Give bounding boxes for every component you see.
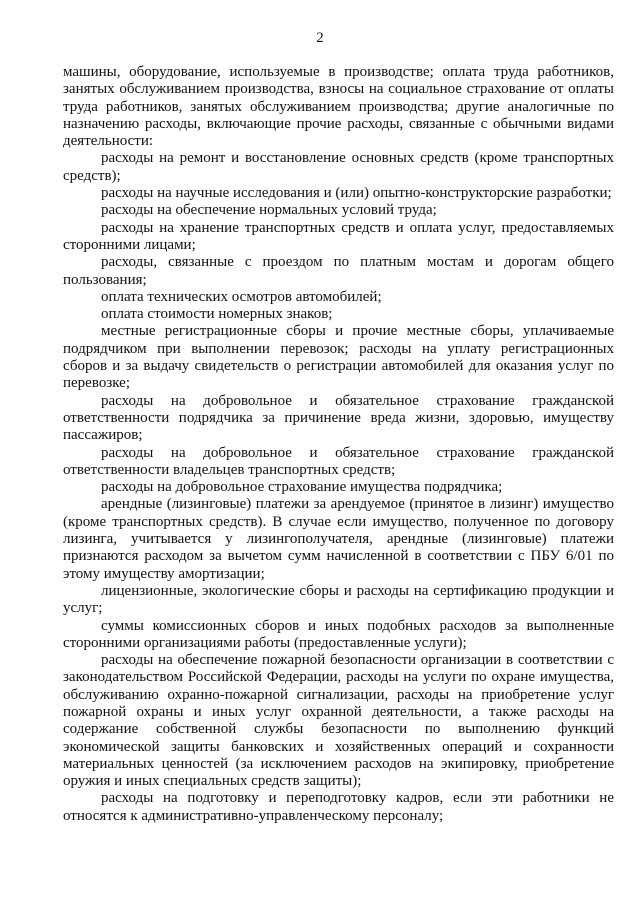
paragraph-staff-training: расходы на подготовку и переподготовку кадров, если эти работники не относятся к административно-управленческому персоналу;	[63, 790, 614, 824]
paragraph-vehicle-owner-insurance: расходы на добровольное и обязательное страхование гражданской ответственности владельцев транспортных средств;	[63, 444, 614, 478]
paragraph-license-fees: лицензионные, экологические сборы и расходы на сертификацию продукции и услуг;	[63, 582, 614, 617]
page-number: 2	[316, 30, 324, 46]
paragraph-registration-fees: местные регистрационные сборы и прочие местные сборы, уплачиваемые подрядчиком при выполнении перевозок; расходы на уплату регистрационных сборов и за выдачу свидетельств о регистрации автомобилей для оказания услуг по перевозке;	[63, 323, 614, 392]
paragraph-repair-costs: расходы на ремонт и восстановление основных средств (кроме транспортных средств);	[63, 150, 614, 184]
paragraph-vehicle-storage: расходы на хранение транспортных средств и оплата услуг, предоставляемых сторонними лицами;	[63, 219, 614, 253]
paragraph-contractor-liability-insurance: расходы на добровольное и обязательное страхование гражданской ответственности подрядчика за причинение вреда жизни, здоровью, имуществу пассажиров;	[63, 392, 614, 444]
paragraph-commission-fees: суммы комиссионных сборов и иных подобных расходов за выполненные сторонними организациями работы (предоставленные услуги);	[63, 617, 614, 651]
paragraph-continuation: машины, оборудование, используемые в производстве; оплата труда работников, занятых обслуживанием производства, взносы на социальное страхование от оплаты труда работников, занятых обслуживанием производства; другие аналогичные по назначению расходы, включающие прочие расходы, связанные с обычными видами деятельности:	[63, 64, 614, 150]
paragraph-fire-safety: расходы на обеспечение пожарной безопасности организации в соответствии с законодательством Российской Федерации, расходы на услуги по охране имущества, обслуживанию охранно-пожарной сигнализации, расходы на приобретение услуг пожарной охраны и иных услуг охранной деятельности, а также расходы на содержание собственной службы безопасности по выполнению функций экономической защиты банковских и хозяйственных операций и сохранности материальных ценностей (за исключением расходов на экипировку, приобретение оружия и иных специальных средств защиты);	[63, 652, 614, 790]
paragraph-working-conditions: расходы на обеспечение нормальных условий труда;	[101, 202, 437, 219]
paragraph-research-costs: расходы на научные исследования и (или) опытно-конструкторские разработки;	[101, 185, 612, 202]
paragraph-lease-payments: арендные (лизинговые) платежи за арендуемое (принятое в лизинг) имущество (кроме транспортных средств). В случае если имущество, полученное по договору лизинга, учитывается у лизингополучателя, арендные (лизинговые) платежи признаются расходом за вычетом сумм начисленной в соответствии с ПБУ 6/01 по этому имуществу амортизации;	[63, 496, 614, 582]
paragraph-license-plates: оплата стоимости номерных знаков;	[101, 306, 333, 323]
paragraph-property-insurance: расходы на добровольное страхование имущества подрядчика;	[101, 479, 503, 496]
document-body	[63, 64, 614, 825]
paragraph-toll-roads: расходы, связанные с проездом по платным мостам и дорогам общего пользования;	[63, 254, 614, 288]
paragraph-technical-inspections: оплата технических осмотров автомобилей;	[101, 288, 382, 305]
